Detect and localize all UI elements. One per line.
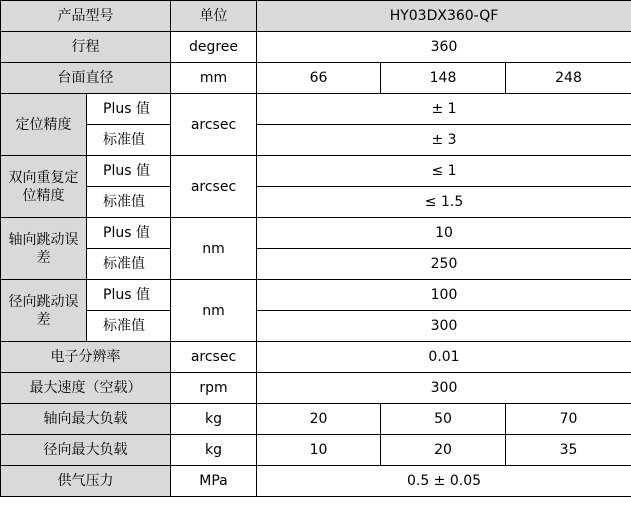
max-speed-value: 300 bbox=[257, 373, 631, 404]
radial-runout-std-label: 标准值 bbox=[87, 311, 171, 342]
stroke-row bbox=[1, 32, 631, 63]
radial-load-row bbox=[1, 435, 631, 466]
repeatability-std-value: ≤ 1.5 bbox=[257, 187, 631, 218]
repeatability-std-label: 标准值 bbox=[87, 187, 171, 218]
positioning-accuracy-unit: arcsec bbox=[171, 94, 257, 156]
radial-load-value-1: 10 bbox=[257, 435, 381, 466]
table-diameter-row bbox=[1, 63, 631, 94]
max-speed-unit: rpm bbox=[171, 373, 257, 404]
positioning-accuracy-label: 定位精度 bbox=[1, 94, 87, 156]
radial-runout-unit: nm bbox=[171, 280, 257, 342]
table-diameter-value-2: 148 bbox=[381, 63, 506, 94]
air-pressure-label: 供气压力 bbox=[1, 466, 171, 497]
air-pressure-value: 0.5 ± 0.05 bbox=[257, 466, 631, 497]
axial-load-value-2: 50 bbox=[381, 404, 506, 435]
axial-load-value-1: 20 bbox=[257, 404, 381, 435]
resolution-value: 0.01 bbox=[257, 342, 631, 373]
repeatability-label: 双向重复定位精度 bbox=[1, 156, 87, 218]
axial-runout-std-row bbox=[1, 249, 631, 280]
radial-load-label: 径向最大负载 bbox=[1, 435, 171, 466]
radial-runout-label: 径向跳动误差 bbox=[1, 280, 87, 342]
header-name-cell: 产品型号 bbox=[1, 1, 171, 32]
positioning-accuracy-std-row bbox=[1, 125, 631, 156]
repeatability-unit: arcsec bbox=[171, 156, 257, 218]
max-speed-label: 最大速度（空载） bbox=[1, 373, 171, 404]
resolution-unit: arcsec bbox=[171, 342, 257, 373]
axial-runout-plus-row bbox=[1, 218, 631, 249]
axial-runout-plus-value: 10 bbox=[257, 218, 631, 249]
axial-runout-std-value: 250 bbox=[257, 249, 631, 280]
header-model-cell: HY03DX360-QF bbox=[257, 1, 631, 32]
table-diameter-value-3: 248 bbox=[506, 63, 631, 94]
air-pressure-row bbox=[1, 466, 631, 497]
table-diameter-unit: mm bbox=[171, 63, 257, 94]
radial-load-unit: kg bbox=[171, 435, 257, 466]
header-row bbox=[1, 1, 631, 32]
positioning-accuracy-std-label: 标准值 bbox=[87, 125, 171, 156]
radial-runout-std-row bbox=[1, 311, 631, 342]
air-pressure-unit: MPa bbox=[171, 466, 257, 497]
positioning-accuracy-plus-value: ± 1 bbox=[257, 94, 631, 125]
table-diameter-label: 台面直径 bbox=[1, 63, 171, 94]
radial-load-value-2: 20 bbox=[381, 435, 506, 466]
radial-runout-std-value: 300 bbox=[257, 311, 631, 342]
max-speed-row bbox=[1, 373, 631, 404]
axial-runout-unit: nm bbox=[171, 218, 257, 280]
positioning-accuracy-plus-label: Plus 值 bbox=[87, 94, 171, 125]
positioning-accuracy-std-value: ± 3 bbox=[257, 125, 631, 156]
radial-runout-plus-value: 100 bbox=[257, 280, 631, 311]
radial-runout-plus-label: Plus 值 bbox=[87, 280, 171, 311]
repeatability-plus-value: ≤ 1 bbox=[257, 156, 631, 187]
repeatability-plus-row bbox=[1, 156, 631, 187]
axial-runout-label: 轴向跳动误差 bbox=[1, 218, 87, 280]
repeatability-std-row bbox=[1, 187, 631, 218]
radial-runout-plus-row bbox=[1, 280, 631, 311]
axial-runout-plus-label: Plus 值 bbox=[87, 218, 171, 249]
stroke-value: 360 bbox=[257, 32, 631, 63]
axial-load-row bbox=[1, 404, 631, 435]
table-diameter-value-1: 66 bbox=[257, 63, 381, 94]
stroke-label: 行程 bbox=[1, 32, 171, 63]
resolution-row bbox=[1, 342, 631, 373]
positioning-accuracy-plus-row bbox=[1, 94, 631, 125]
axial-load-label: 轴向最大负载 bbox=[1, 404, 171, 435]
axial-runout-std-label: 标准值 bbox=[87, 249, 171, 280]
repeatability-plus-label: Plus 值 bbox=[87, 156, 171, 187]
stroke-unit: degree bbox=[171, 32, 257, 63]
radial-load-value-3: 35 bbox=[506, 435, 631, 466]
axial-load-unit: kg bbox=[171, 404, 257, 435]
axial-load-value-3: 70 bbox=[506, 404, 631, 435]
header-unit-cell: 单位 bbox=[171, 1, 257, 32]
resolution-label: 电子分辨率 bbox=[1, 342, 171, 373]
